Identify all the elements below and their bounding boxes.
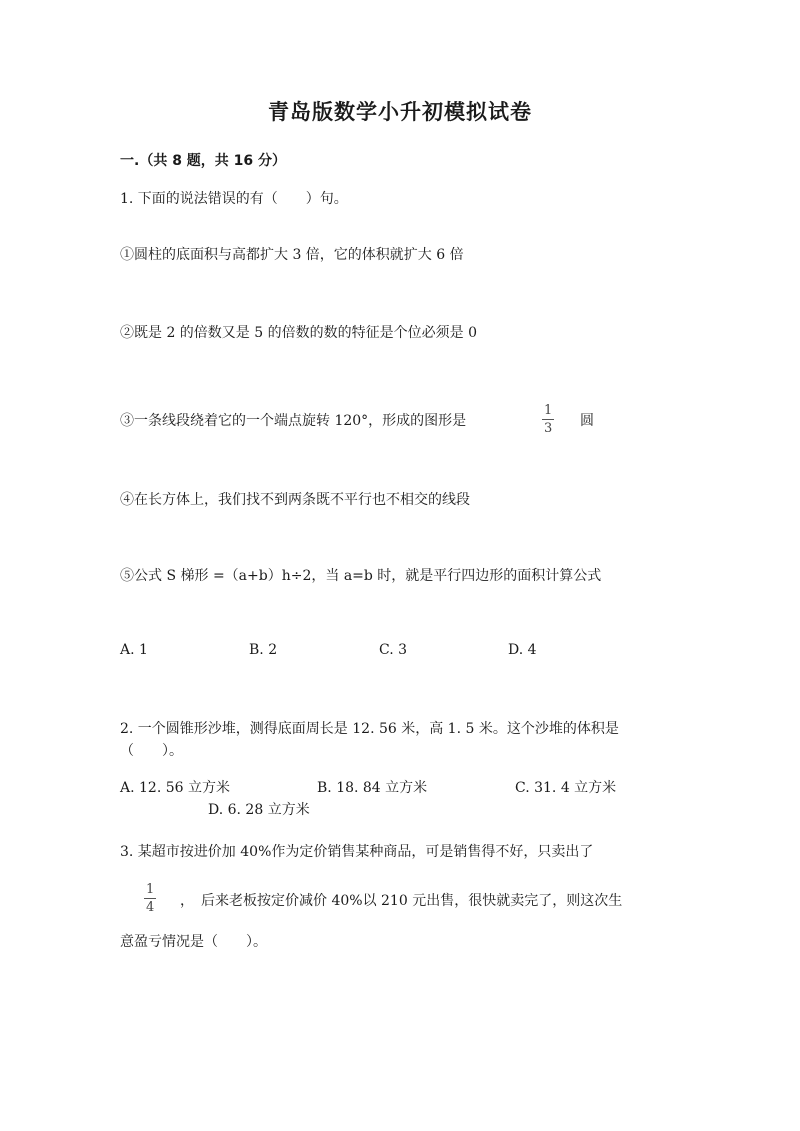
q2-stem-line-1: 2. 一个圆锥形沙堆，测得底面周长是 12. 56 米，高 1. 5 米。这个沙堆的体积是	[120, 721, 619, 737]
q1-fraction-one-third	[541, 404, 555, 435]
fraction-denominator: 4	[146, 900, 155, 915]
fraction-numerator: 1	[146, 882, 155, 897]
fraction-denominator: 3	[544, 421, 553, 436]
q3-fraction-one-quarter	[143, 883, 157, 914]
q1-statement-1: ①圆柱的底面积与高都扩大 3 倍，它的体积就扩大 6 倍	[120, 247, 464, 263]
q3-stem-line-2: ， 后来老板按定价减价 40%以 210 元出售，很快就卖完了，则这次生	[180, 893, 623, 909]
q2-stem-line-2: （ ）。	[120, 743, 183, 759]
q1-statement-3: ③一条线段绕着它的一个端点旋转 120°，形成的图形是	[120, 413, 467, 429]
q2-option-d[interactable]: D. 6. 28 立方米	[208, 802, 310, 818]
q1-option-a[interactable]: A. 1	[120, 642, 148, 658]
q1-option-c[interactable]: C. 3	[379, 642, 408, 658]
q2-option-a[interactable]: A. 12. 56 立方米	[120, 780, 230, 796]
q1-statement-4: ④在长方体上，我们找不到两条既不平行也不相交的线段	[120, 492, 470, 508]
q1-statement-3-tail: 圆	[580, 413, 594, 429]
fraction-numerator: 1	[544, 403, 553, 418]
page-title: 青岛版数学小升初模拟试卷	[268, 99, 532, 124]
q1-statement-5: ⑤公式 S 梯形 =（a+b）h÷2，当 a=b 时，就是平行四边形的面积计算公式	[120, 568, 602, 584]
section-heading: 一.（共 8 题，共 16 分）	[120, 153, 287, 169]
q1-statement-2: ②既是 2 的倍数又是 5 的倍数的数的特征是个位必须是 0	[120, 325, 477, 341]
q2-option-b[interactable]: B. 18. 84 立方米	[317, 780, 428, 796]
q1-stem: 1. 下面的说法错误的有（ ）句。	[120, 191, 348, 207]
q3-stem-line-1: 3. 某超市按进价加 40%作为定价销售某种商品，可是销售得不好，只卖出了	[120, 844, 594, 860]
q3-stem-line-3: 意盈亏情况是（ ）。	[120, 934, 267, 950]
q1-option-d[interactable]: D. 4	[508, 642, 537, 658]
q2-option-c[interactable]: C. 31. 4 立方米	[515, 780, 617, 796]
q1-option-b[interactable]: B. 2	[249, 642, 278, 658]
